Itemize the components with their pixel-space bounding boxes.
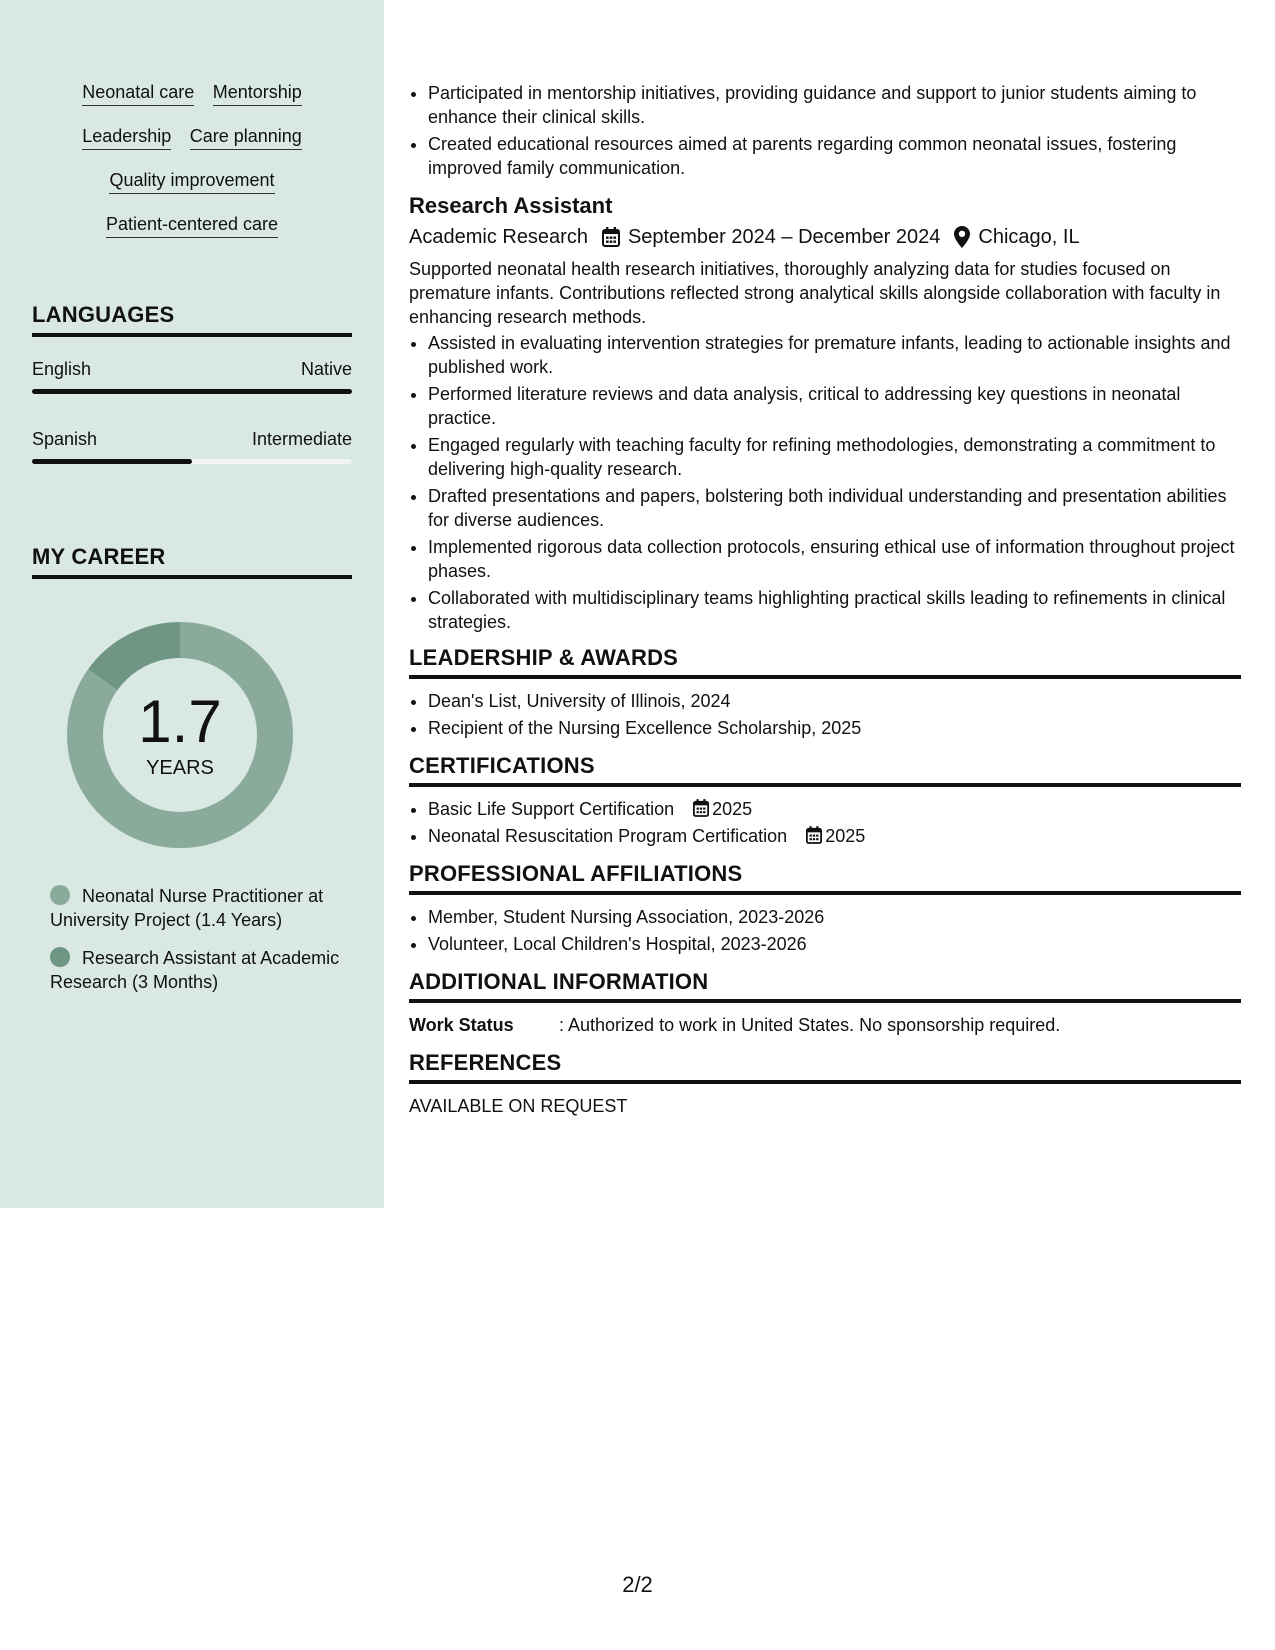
list-item: • Recipient of the Nursing Excellence Scholarship, 2025 xyxy=(428,716,1241,740)
certifications-section xyxy=(409,754,1241,848)
previous-job-bullets xyxy=(409,81,1241,180)
career-total: 1.7 xyxy=(138,688,222,755)
awards-heading: LEADERSHIP & AWARDS xyxy=(409,646,1241,679)
skill-tag: Mentorship xyxy=(213,80,302,106)
list-item: • Dean's List, University of Illinois, 2024 xyxy=(428,689,1241,713)
references-section xyxy=(409,1051,1241,1118)
skill-tag: Quality improvement xyxy=(109,168,274,194)
language-bar xyxy=(32,459,352,464)
job-entry xyxy=(409,192,1241,634)
references-text: AVAILABLE ON REQUEST xyxy=(409,1096,628,1116)
job-location: Chicago, IL xyxy=(978,226,1080,248)
certification-year: 2025 xyxy=(712,799,753,819)
career-legend-item xyxy=(50,946,350,994)
page-number: 2/2 xyxy=(622,1572,653,1597)
skills-list xyxy=(32,80,352,256)
list-item: • Volunteer, Local Children's Hospital, 2023-2026 xyxy=(428,932,1241,956)
calendar-icon xyxy=(806,826,822,844)
job-dates: September 2024 – December 2024 xyxy=(627,226,941,248)
language-item xyxy=(32,357,352,394)
calendar-icon xyxy=(602,227,620,247)
job-title: Research Assistant xyxy=(409,193,613,218)
language-name: Spanish xyxy=(32,429,98,449)
career-legend-item xyxy=(50,884,350,932)
skill-tag: Leadership xyxy=(82,124,171,150)
legend-dot xyxy=(50,947,70,967)
list-item: • Implemented rigorous data collection protocols, ensuring ethical use of information throughout project phases. xyxy=(428,535,1241,583)
work-status-label: Work Status xyxy=(409,1015,514,1035)
list-item: • Drafted presentations and papers, bolstering both individual understanding and presentation abilities for diverse audiences. xyxy=(428,484,1241,532)
certification-year: 2025 xyxy=(825,826,866,846)
list-item: • Participated in mentorship initiatives, providing guidance and support to junior students aiming to enhance their clinical skills. xyxy=(428,81,1241,129)
affiliations-heading: PROFESSIONAL AFFILIATIONS xyxy=(409,862,1241,895)
skill-tag: Neonatal care xyxy=(82,80,194,106)
career-heading: MY CAREER xyxy=(32,544,352,579)
certification-name: Neonatal Resuscitation Program Certification xyxy=(428,826,788,846)
calendar-icon xyxy=(693,799,709,817)
language-name: English xyxy=(32,359,92,379)
certifications-heading: CERTIFICATIONS xyxy=(409,754,1241,787)
awards-section xyxy=(409,646,1241,740)
career-unit: YEARS xyxy=(146,757,214,779)
location-pin-icon xyxy=(954,226,970,248)
list-item: • Engaged regularly with teaching faculty for refining methodologies, demonstrating a commitment to delivering high-quality research. xyxy=(428,433,1241,481)
languages-heading: LANGUAGES xyxy=(32,302,352,337)
list-item xyxy=(428,824,1241,848)
work-status-value: : Authorized to work in United States. No sponsorship required. xyxy=(559,1015,1061,1035)
job-company: Academic Research xyxy=(409,226,588,248)
language-bar xyxy=(32,389,352,394)
job-meta xyxy=(409,223,1241,251)
additional-section xyxy=(409,970,1241,1037)
sidebar xyxy=(0,0,384,1208)
list-item xyxy=(428,797,1241,821)
list-item: • Assisted in evaluating intervention strategies for premature infants, leading to actionable insights and published work. xyxy=(428,331,1241,379)
language-bar-fill xyxy=(32,389,352,394)
legend-label: Neonatal Nurse Practitioner at University Project (1.4 Years) xyxy=(50,886,324,930)
additional-heading: ADDITIONAL INFORMATION xyxy=(409,970,1241,1003)
skill-tag: Care planning xyxy=(190,124,302,150)
list-item: • Member, Student Nursing Association, 2023-2026 xyxy=(428,905,1241,929)
list-item: • Performed literature reviews and data analysis, critical to addressing key questions in neonatal practice. xyxy=(428,382,1241,430)
references-heading: REFERENCES xyxy=(409,1051,1241,1084)
job-summary: Supported neonatal health research initiatives, thoroughly analyzing data for studies focused on premature infants. Contributions reflected strong analytical skills alongside collaboration with faculty in enhancing research methods. xyxy=(409,259,1221,327)
list-item: • Created educational resources aimed at parents regarding common neonatal issues, fostering improved family communication. xyxy=(428,132,1241,180)
work-status-row xyxy=(409,1013,1241,1037)
language-bar-fill xyxy=(32,459,192,464)
language-item xyxy=(32,427,352,464)
legend-dot xyxy=(50,885,70,905)
main-content xyxy=(409,81,1241,1118)
job-bullets xyxy=(409,331,1241,634)
list-item: • Collaborated with multidisciplinary teams highlighting practical skills leading to refinements in clinical strategies. xyxy=(428,586,1241,634)
affiliations-section xyxy=(409,862,1241,956)
certification-name: Basic Life Support Certification xyxy=(428,799,675,819)
legend-label: Research Assistant at Academic Research (3 Months) xyxy=(50,948,340,992)
language-level: Intermediate xyxy=(251,429,352,449)
skill-tag: Patient-centered care xyxy=(106,212,278,238)
language-level: Native xyxy=(300,359,352,379)
